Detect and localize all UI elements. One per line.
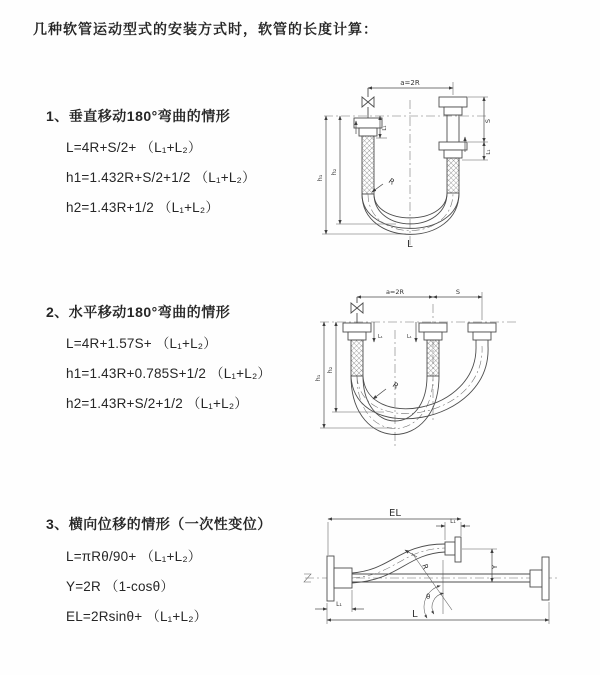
section-2-heading: 2、水平移动180°弯曲的情形	[46, 304, 231, 320]
dim-label-l1: L₁	[336, 601, 342, 608]
dimension-l1-mid	[407, 322, 416, 342]
radius-callout	[372, 176, 396, 192]
valve-icon	[351, 297, 363, 323]
dim-label-l1: L₁	[382, 125, 388, 131]
dim-label-s: S	[455, 288, 461, 296]
section-1-heading: 1、垂直移动180°弯曲的情形	[46, 108, 231, 124]
right-pipe-fitting	[439, 97, 467, 193]
radius-label: R	[386, 176, 397, 187]
dim-label-y: Y	[491, 564, 499, 570]
section-3-formula-l: L=πRθ/90+ （L₁+L₂）	[66, 549, 202, 564]
hose-s-curve	[352, 544, 445, 583]
dim-label-s: S	[484, 118, 492, 124]
section-3-heading: 3、横向位移的情形（一次性变位）	[46, 516, 272, 532]
angle-theta	[412, 553, 452, 618]
dimension-l1-top	[436, 518, 470, 540]
dimension-a-2r	[357, 288, 433, 297]
left-flange	[327, 556, 352, 601]
right-flange-upper	[445, 537, 461, 562]
section-2-formula-l: L=4R+1.57S+ （L₁+L₂）	[66, 336, 217, 351]
radius-callout	[373, 380, 400, 399]
dim-label-h2: h₂	[330, 168, 338, 176]
left-pipe-fitting	[343, 323, 371, 376]
dimension-l	[327, 602, 549, 624]
braided-hose-section	[351, 340, 363, 376]
dim-label-l: L	[412, 609, 418, 620]
section-1-formula-h1: h1=1.432R+S/2+1/2 （L₁+L₂）	[66, 170, 256, 185]
section-2-formula-h1: h1=1.43R+0.785S+1/2 （L₁+L₂）	[66, 366, 272, 381]
section-2-formula-h2: h2=1.43R+S/2+1/2 （L₁+L₂）	[66, 396, 248, 411]
dim-label-l1: L₁	[378, 334, 383, 340]
radius-label: R	[420, 562, 431, 571]
dimension-l1-bottom-left	[315, 590, 364, 612]
page-title: 几种软管运动型式的安装方式时，软管的长度计算：	[33, 21, 378, 37]
radius-label: R	[390, 380, 401, 391]
length-label: L	[407, 239, 413, 250]
braided-hose-section	[427, 340, 439, 376]
dim-label-h2: h₂	[326, 366, 334, 374]
braided-hose-section	[362, 136, 374, 194]
dim-label-el: EL	[389, 508, 401, 519]
dimension-a-2r	[368, 79, 453, 95]
dimension-y	[462, 549, 499, 582]
dim-label-a2r: a=2R	[400, 79, 420, 87]
dim-label-l1: L₁	[486, 149, 492, 155]
dimension-l1-right	[484, 142, 492, 160]
dim-label-h1: h₁	[316, 174, 324, 182]
section-3-formula-el: EL=2Rsinθ+ （L₁+L₂）	[66, 609, 208, 624]
middle-pipe-fitting	[419, 323, 447, 376]
diagram-lateral-displacement	[300, 506, 600, 641]
diagram-horizontal-180-bend	[312, 286, 547, 458]
angle-label-theta: θ	[426, 593, 431, 601]
section-1-formula-l: L=4R+S/2+ （L₁+L₂）	[66, 140, 202, 155]
left-pipe-fitting	[354, 118, 382, 194]
dimension-s	[433, 288, 482, 320]
braided-hose-section	[447, 158, 459, 193]
dim-label-l1: L₁	[450, 518, 456, 525]
section-1-formula-h2: h2=1.43R+1/2 （L₁+L₂）	[66, 200, 220, 215]
dim-label-l1: L₁	[407, 334, 412, 340]
dim-label-a2r: a=2R	[385, 288, 405, 296]
right-flange-lower	[530, 557, 549, 600]
right-pipe-fitting	[468, 323, 496, 346]
valve-icon	[362, 88, 374, 118]
dimension-l1-left	[374, 322, 383, 342]
section-3-formula-y: Y=2R （1-cosθ）	[66, 579, 175, 594]
hose-u-bend	[362, 193, 459, 234]
dimension-el	[328, 508, 461, 555]
diagram-vertical-180-bend	[310, 76, 530, 256]
dim-label-h1: h₁	[314, 374, 322, 382]
